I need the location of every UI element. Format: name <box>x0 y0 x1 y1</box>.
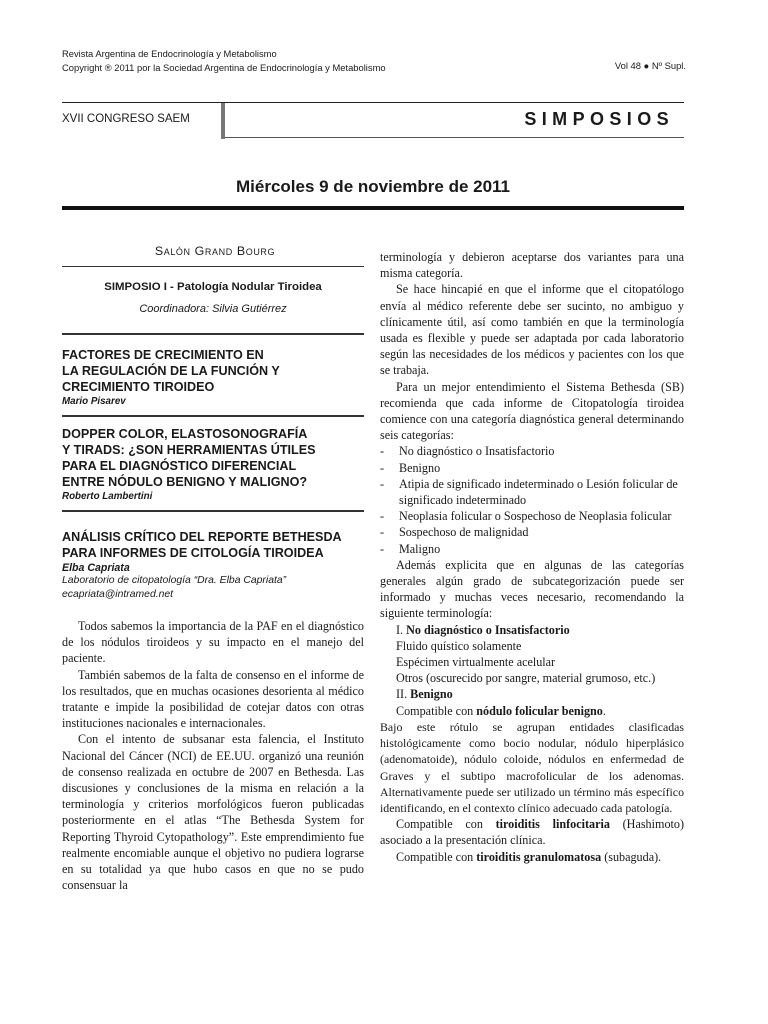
section-title: SIMPOSIOS <box>524 109 674 129</box>
list-item: - Sospechoso de malignidad <box>380 525 529 540</box>
category-list <box>380 443 684 556</box>
category-heading: I. No diagnóstico o Insatisfactorio <box>396 622 570 637</box>
list-item: - Benigno <box>380 460 441 475</box>
category-heading: II. Benigno <box>396 687 453 702</box>
volume-label: Vol 48 ● Nº Supl. <box>614 60 686 71</box>
divider <box>62 510 364 511</box>
paragraph: Bajo este rótulo se agrupan entidades clasificadas histológicamente como bocio nodular, nódulo hiperplásico (adenomatoide), nódulo coloide, nódulos en enfermedad de Graves y el subtipo macrofolicular de los adenomas. Alternativamente puede ser utilizado un término más específico identificando, en el contexto clínico adecuado cada patología. <box>380 719 684 815</box>
running-header <box>62 47 386 74</box>
paragraph: terminología y debieron aceptarse dos variantes para una misma categoría. <box>380 250 684 281</box>
left-column <box>62 244 364 893</box>
subcategory: Fluido quístico solamente <box>396 638 522 653</box>
subcategory: Compatible con nódulo folicular benigno. <box>396 703 606 718</box>
list-item: - Atipia de significado indeterminado o Lesión folicular de significado indeterminado <box>380 476 678 508</box>
talk-title <box>62 347 364 396</box>
talk-title-line: PARA EL DIAGNÓSTICO DIFERENCIAL <box>62 458 297 473</box>
abstract-body <box>62 618 364 893</box>
right-column <box>380 249 684 865</box>
paragraph: También sabemos de la falta de consenso en el informe de los resultados, que en muchas ocasiones desorienta al médico tratante e impide la posibilidad de cotejar datos con otras instituciones nacionales e internacionales. <box>62 667 364 731</box>
subcategory: Otros (oscurecido por sangre, material grumoso, etc.) <box>396 671 656 686</box>
talk-author: Mario Pisarev <box>62 396 126 408</box>
talk-title-line: PARA INFORMES DE CITOLOGÍA TIROIDEA <box>62 545 324 560</box>
talk-title <box>62 426 364 491</box>
symposium-coordinator: Coordinadora: Silvia Gutiérrez <box>139 303 287 316</box>
list-item: - No diagnóstico o Insatisfactorio <box>380 444 555 459</box>
section-box <box>225 103 684 138</box>
subcategory: Compatible con tiroiditis granulomatosa (subaguda). <box>396 849 662 864</box>
talk-title-line: CRECIMIENTO TIROIDEO <box>62 380 215 394</box>
talk-title-line: LA REGULACIÓN DE LA FUNCIÓN Y <box>62 363 280 378</box>
subcategory: Espécimen virtualmente acelular <box>396 655 556 670</box>
talk-title-line: ENTRE NÓDULO BENIGNO Y MALIGNO? <box>62 475 308 490</box>
divider <box>62 415 364 416</box>
talk <box>62 426 364 503</box>
symposium-title: SIMPOSIO I - Patología Nodular Tiroidea <box>104 281 322 294</box>
paragraph: Con el intento de subsanar esta falencia, el Instituto Nacional del Cáncer (NCI) de EE.UU. organizó una reunión de consenso realizada en octubre de 2007 en Bethesda. Las discusiones y conclusiones de la misma en relación a la terminología y criterios morfológicos fueron publicadas posteriormente en el atlas “The Bethesda System for Reporting Thyroid Cytopathology”. Este emprendimiento fue realmente encomiable aunque el objetivo no pudiera lograrse en su totalidad ya que hubo casos en que no se pudo consensuar la <box>62 732 364 893</box>
talk-title <box>62 529 364 561</box>
session-date: Miércoles 9 de noviembre de 2011 <box>235 177 511 196</box>
list-item: - Neoplasia folicular o Sospechoso de Neoplasia folicular <box>380 509 672 524</box>
congress-label: XVII CONGRESO SAEM <box>62 113 190 125</box>
subcategory: Compatible con tiroiditis linfocitaria (Hashimoto) asociado a la presentación clínica. <box>380 817 684 848</box>
paragraph: Para un mejor entendimiento el Sistema Bethesda (SB) recomienda que cada informe de Citopatología tiroidea comience con una categoría diagnóstica general determinando seis categorías: <box>380 379 684 443</box>
paragraph: Todos sabemos la importancia de la PAF en el diagnóstico de los nódulos tiroideos y su impacto en el manejo del paciente. <box>62 619 364 666</box>
author-email[interactable]: ecapriata@intramed.net <box>62 588 174 600</box>
divider <box>62 266 364 267</box>
talk-author: Elba Capriata <box>62 562 130 575</box>
journal-name: Revista Argentina de Endocrinología y Metabolismo <box>62 48 277 59</box>
talk <box>62 529 364 601</box>
talk <box>62 347 364 408</box>
paragraph: Además explicita que en algunas de las categorías generales algún grado de subcategorización puede ser informado y muchas veces necesario, recomendando la siguiente terminología: <box>380 557 684 621</box>
section-band <box>62 102 684 139</box>
copyright-line: Copyright ® 2011 por la Sociedad Argentina de Endocrinología y Metabolismo <box>62 61 386 73</box>
talk-title-line: DOPPER COLOR, ELASTOSONOGRAFÍA <box>62 426 308 441</box>
author-affiliation: Laboratorio de citopatología “Dra. Elba Capriata” <box>62 575 287 587</box>
divider <box>62 333 364 334</box>
paragraph: Se hace hincapié en que el informe que el citopatólogo envía al médico referente debe ser sucinto, no ambiguo y clínicamente útil, así como también en que la terminología usada es flexible y puede ser adaptada por cada laboratorio según las necesidades de los médicos y pacientes con los que se trabaja. <box>380 282 684 378</box>
list-item: - Maligno <box>380 541 441 556</box>
talk-title-line: FACTORES DE CRECIMIENTO EN <box>62 347 264 362</box>
talk-author: Roberto Lambertini <box>62 491 153 503</box>
talk-title-line: Y TIRADS: ¿SON HERRAMIENTAS ÚTILES <box>62 442 316 457</box>
date-rule <box>62 206 684 210</box>
talk-title-line: ANÁLISIS CRÍTICO DEL REPORTE BETHESDA <box>62 529 342 544</box>
salon-name: Salón Grand Bourg <box>154 244 276 258</box>
